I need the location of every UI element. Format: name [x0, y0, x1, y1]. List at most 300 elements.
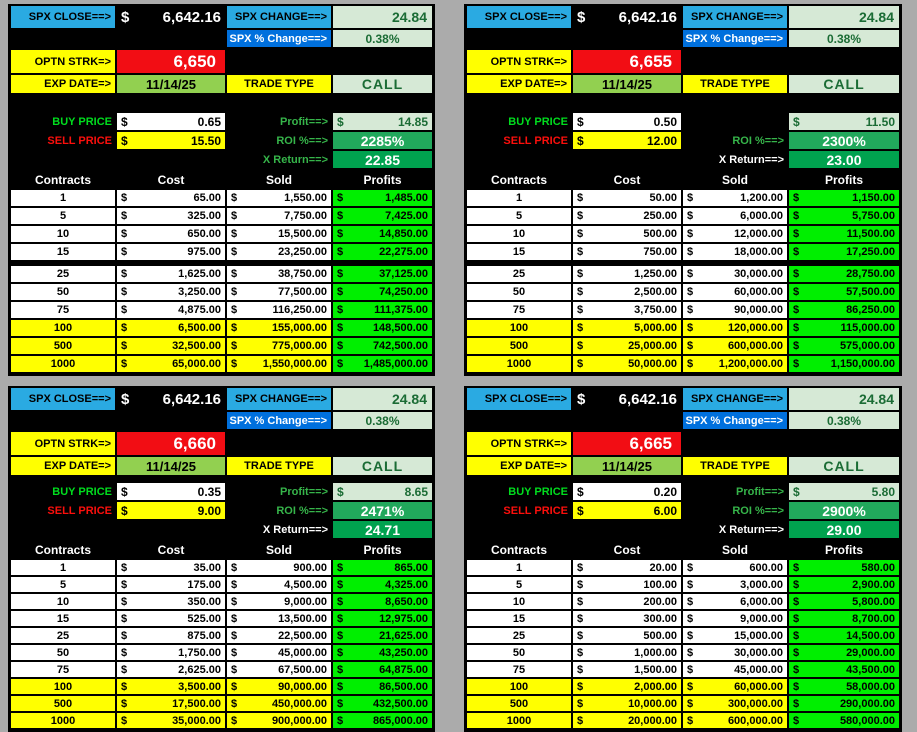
buy-price-input[interactable]: $ 0.50 — [573, 113, 681, 130]
cost-cell: $ 3,250.00 — [117, 284, 225, 300]
cost-cell: $ 300.00 — [573, 611, 681, 626]
spx-pct-change-label: SPX % Change==> — [227, 412, 331, 429]
table-row — [11, 284, 432, 300]
contracts-table — [11, 560, 432, 728]
exp-date-value[interactable]: 11/14/25 — [573, 75, 681, 93]
dollar-sign: $ — [577, 697, 584, 710]
contracts-cell[interactable]: 15 — [467, 611, 571, 626]
sell-price-input[interactable]: $ 9.00 — [117, 502, 225, 519]
profits-cell: $ 37,125.00 — [333, 266, 432, 282]
dollar-sign: $ — [687, 561, 694, 574]
dollar-sign: $ — [231, 629, 238, 642]
option-strike-label: OPTN STRK=> — [467, 432, 571, 455]
table-row — [11, 208, 432, 224]
contracts-cell[interactable]: 75 — [11, 662, 115, 677]
sold-cell: $ 116,250.00 — [227, 302, 331, 318]
profits-cell: $ 148,500.00 — [333, 320, 432, 336]
buy-price-label: BUY PRICE — [508, 115, 568, 128]
profits-cell: $ 865,000.00 — [333, 713, 432, 728]
trade-type-label: TRADE TYPE — [683, 75, 787, 93]
contracts-cell[interactable]: 1 — [467, 560, 571, 575]
dollar-sign: $ — [231, 304, 238, 316]
spx-change-label: SPX CHANGE==> — [683, 388, 787, 410]
contracts-cell[interactable]: 15 — [467, 244, 571, 260]
profits-cell: $ 22,275.00 — [333, 244, 432, 260]
sold-cell: $ 600.00 — [683, 560, 787, 575]
contracts-cell[interactable]: 100 — [11, 679, 115, 694]
sold-cell: $ 18,000.00 — [683, 244, 787, 260]
dollar-sign: $ — [577, 8, 586, 26]
option-strike-label: OPTN STRK=> — [11, 432, 115, 455]
dollar-sign: $ — [577, 322, 584, 334]
dollar-sign: $ — [687, 210, 694, 222]
dollar-sign: $ — [337, 484, 344, 499]
profits-cell: $ 14,500.00 — [789, 628, 899, 643]
sold-cell: $ 90,000.00 — [683, 302, 787, 318]
sold-cell: $ 1,550,000.00 — [227, 356, 331, 372]
empty-cell — [467, 521, 571, 538]
cost-header: Cost — [157, 173, 185, 187]
dollar-sign: $ — [121, 286, 128, 298]
contracts-cell[interactable]: 50 — [11, 284, 115, 300]
dollar-sign: $ — [577, 390, 586, 408]
profits-cell: $ 580.00 — [789, 560, 899, 575]
spx-change-value: 24.84 — [789, 6, 899, 28]
dollar-sign: $ — [687, 304, 694, 316]
sold-cell: $ 77,500.00 — [227, 284, 331, 300]
cost-cell: $ 525.00 — [117, 611, 225, 626]
sell-price-input[interactable]: $ 12.00 — [573, 132, 681, 149]
spx-close-label: SPX CLOSE==> — [467, 388, 571, 410]
empty-cell — [11, 151, 115, 168]
table-row — [467, 713, 899, 728]
profits-cell: $ 1,485.00 — [333, 190, 432, 206]
profit-value: $ 14.85 — [333, 113, 432, 130]
table-row — [467, 226, 899, 242]
dollar-sign: $ — [337, 268, 344, 280]
dollar-sign: $ — [687, 663, 694, 676]
dollar-sign: $ — [687, 629, 694, 642]
empty-cell — [333, 50, 432, 73]
x-return-value: 29.00 — [789, 521, 899, 538]
dollar-sign: $ — [577, 561, 584, 574]
table-row — [11, 320, 432, 336]
profits-cell: $ 43,250.00 — [333, 645, 432, 660]
contracts-header: Contracts — [490, 173, 547, 187]
option-calc-panel-6655 — [464, 4, 902, 376]
table-row — [11, 560, 432, 575]
dollar-sign: $ — [687, 322, 694, 334]
spx-close-label: SPX CLOSE==> — [11, 388, 115, 410]
profits-cell: $ 58,000.00 — [789, 679, 899, 694]
sold-cell: $ 45,000.00 — [227, 645, 331, 660]
dollar-sign: $ — [121, 612, 128, 625]
profits-cell: $ 57,500.00 — [789, 284, 899, 300]
contracts-cell[interactable]: 500 — [467, 696, 571, 711]
dollar-sign: $ — [793, 228, 800, 240]
empty-cell — [467, 151, 571, 168]
profits-header: Profits — [824, 543, 863, 557]
contracts-cell[interactable]: 10 — [11, 594, 115, 609]
profit-label: Profit==> — [280, 485, 328, 498]
dollar-sign: $ — [121, 697, 128, 710]
empty-cell — [573, 521, 681, 538]
empty-cell — [573, 30, 681, 47]
dollar-sign: $ — [121, 390, 130, 408]
empty-cell — [573, 151, 681, 168]
profits-cell: $ 7,425.00 — [333, 208, 432, 224]
exp-date-value[interactable]: 11/14/25 — [117, 457, 225, 475]
dollar-sign: $ — [121, 663, 128, 676]
dollar-sign: $ — [121, 629, 128, 642]
empty-cell — [227, 50, 331, 73]
buy-price-label: BUY PRICE — [508, 485, 568, 498]
profits-cell: $ 115,000.00 — [789, 320, 899, 336]
profits-cell: $ 86,250.00 — [789, 302, 899, 318]
contracts-cell[interactable]: 1 — [11, 190, 115, 206]
profits-cell: $ 742,500.00 — [333, 338, 432, 354]
dollar-sign: $ — [121, 133, 128, 148]
profits-cell: $ 5,750.00 — [789, 208, 899, 224]
table-row — [467, 628, 899, 643]
contracts-cell[interactable]: 10 — [467, 594, 571, 609]
roi-value: 2900% — [789, 502, 899, 519]
table-row — [467, 662, 899, 677]
contracts-cell[interactable]: 15 — [11, 244, 115, 260]
option-strike-label: OPTN STRK=> — [467, 50, 571, 73]
cost-cell: $ 650.00 — [117, 226, 225, 242]
contracts-cell[interactable]: 500 — [11, 338, 115, 354]
spx-pct-change-label: SPX % Change==> — [683, 412, 787, 429]
cost-cell: $ 50,000.00 — [573, 356, 681, 372]
contracts-cell[interactable]: 1000 — [11, 713, 115, 728]
dollar-sign: $ — [337, 114, 344, 129]
dollar-sign: $ — [687, 228, 694, 240]
spx-close-label: SPX CLOSE==> — [11, 6, 115, 28]
spx-close-value[interactable]: $ 6,642.16 — [121, 390, 221, 408]
contracts-cell[interactable]: 100 — [467, 320, 571, 336]
table-row — [11, 190, 432, 206]
exp-date-value[interactable]: 11/14/25 — [573, 457, 681, 475]
contracts-table — [467, 560, 899, 728]
x-return-value: 23.00 — [789, 151, 899, 168]
cost-cell: $ 750.00 — [573, 244, 681, 260]
profits-cell: $ 290,000.00 — [789, 696, 899, 711]
profits-cell: $ 432,500.00 — [333, 696, 432, 711]
dollar-sign: $ — [337, 629, 344, 642]
option-strike-value[interactable]: 6,650 — [117, 50, 225, 73]
contracts-cell[interactable]: 25 — [467, 266, 571, 282]
dollar-sign: $ — [121, 114, 128, 129]
exp-date-label: EXP DATE=> — [467, 75, 571, 93]
contracts-cell[interactable]: 25 — [467, 628, 571, 643]
profits-cell: $ 865.00 — [333, 560, 432, 575]
profits-cell: $ 5,800.00 — [789, 594, 899, 609]
sold-cell: $ 7,750.00 — [227, 208, 331, 224]
dollar-sign: $ — [121, 268, 128, 280]
dollar-sign: $ — [687, 612, 694, 625]
contracts-cell[interactable]: 15 — [11, 611, 115, 626]
dollar-sign: $ — [577, 114, 584, 129]
profits-cell: $ 8,650.00 — [333, 594, 432, 609]
sold-cell: $ 12,000.00 — [683, 226, 787, 242]
contracts-cell[interactable]: 1000 — [467, 713, 571, 728]
sold-cell: $ 38,750.00 — [227, 266, 331, 282]
table-row — [11, 713, 432, 728]
dollar-sign: $ — [687, 286, 694, 298]
empty-cell — [11, 412, 115, 429]
spacer-row — [467, 475, 899, 483]
cost-cell: $ 65,000.00 — [117, 356, 225, 372]
spx-change-value: 24.84 — [789, 388, 899, 410]
trade-type-value[interactable]: CALL — [789, 457, 899, 475]
dollar-sign: $ — [577, 268, 584, 280]
contracts-cell[interactable]: 5 — [11, 577, 115, 592]
sold-cell: $ 22,500.00 — [227, 628, 331, 643]
dollar-sign: $ — [337, 663, 344, 676]
cost-cell: $ 4,875.00 — [117, 302, 225, 318]
dollar-sign: $ — [687, 680, 694, 693]
spx-close-value[interactable]: $ 6,642.16 — [121, 8, 221, 26]
table-row — [11, 662, 432, 677]
contracts-cell[interactable]: 5 — [467, 208, 571, 224]
profits-cell: $ 14,850.00 — [333, 226, 432, 242]
dollar-sign: $ — [793, 246, 800, 258]
table-row — [467, 338, 899, 354]
contracts-cell[interactable]: 50 — [467, 645, 571, 660]
dollar-sign: $ — [337, 680, 344, 693]
spacer-row — [467, 93, 899, 113]
dollar-sign: $ — [337, 595, 344, 608]
sell-price-input[interactable]: $ 15.50 — [117, 132, 225, 149]
dollar-sign: $ — [121, 484, 128, 499]
cost-header: Cost — [613, 543, 641, 557]
sold-cell: $ 60,000.00 — [683, 284, 787, 300]
spx-pct-change-label: SPX % Change==> — [683, 30, 787, 47]
dollar-sign: $ — [121, 714, 128, 727]
dollar-sign: $ — [687, 578, 694, 591]
empty-cell — [789, 432, 899, 455]
contracts-cell[interactable]: 1 — [467, 190, 571, 206]
cost-cell: $ 350.00 — [117, 594, 225, 609]
profits-cell: $ 2,900.00 — [789, 577, 899, 592]
cost-cell: $ 2,500.00 — [573, 284, 681, 300]
table-row — [467, 284, 899, 300]
dollar-sign: $ — [687, 268, 694, 280]
trade-type-label: TRADE TYPE — [683, 457, 787, 475]
cost-cell: $ 5,000.00 — [573, 320, 681, 336]
dollar-sign: $ — [577, 629, 584, 642]
dollar-sign: $ — [121, 228, 128, 240]
spx-close-value[interactable]: $ 6,642.16 — [577, 8, 677, 26]
buy-price-input[interactable]: $ 0.20 — [573, 483, 681, 500]
dollar-sign: $ — [577, 503, 584, 518]
sold-cell: $ 600,000.00 — [683, 338, 787, 354]
contracts-cell[interactable]: 75 — [467, 662, 571, 677]
sold-cell: $ 15,000.00 — [683, 628, 787, 643]
x-return-label: X Return==> — [262, 523, 328, 536]
buy-price-label: BUY PRICE — [52, 115, 112, 128]
dollar-sign: $ — [121, 210, 128, 222]
profit-value: $ 5.80 — [789, 483, 899, 500]
table-row — [467, 594, 899, 609]
exp-date-label: EXP DATE=> — [11, 457, 115, 475]
trade-type-value[interactable]: CALL — [789, 75, 899, 93]
spx-change-label: SPX CHANGE==> — [683, 6, 787, 28]
dollar-sign: $ — [231, 561, 238, 574]
contracts-cell[interactable]: 500 — [467, 338, 571, 354]
dollar-sign: $ — [793, 192, 800, 204]
buy-price-input[interactable]: $ 0.35 — [117, 483, 225, 500]
dollar-sign: $ — [793, 646, 800, 659]
contracts-cell[interactable]: 1000 — [467, 356, 571, 372]
dollar-sign: $ — [793, 629, 800, 642]
empty-cell — [117, 151, 225, 168]
sell-price-label: SELL PRICE — [47, 504, 112, 517]
contracts-cell[interactable]: 75 — [11, 302, 115, 318]
sell-price-input[interactable]: $ 6.00 — [573, 502, 681, 519]
dollar-sign: $ — [793, 578, 800, 591]
x-return-label: X Return==> — [262, 153, 328, 166]
dollar-sign: $ — [121, 304, 128, 316]
roi-label: ROI %==> — [276, 134, 328, 147]
contracts-cell[interactable]: 50 — [467, 284, 571, 300]
sold-cell: $ 300,000.00 — [683, 696, 787, 711]
dollar-sign: $ — [337, 228, 344, 240]
dollar-sign: $ — [793, 114, 800, 129]
dollar-sign: $ — [793, 340, 800, 352]
dollar-sign: $ — [577, 246, 584, 258]
sold-cell: $ 1,200,000.00 — [683, 356, 787, 372]
profits-header: Profits — [824, 173, 863, 187]
profits-cell: $ 1,150,000.00 — [789, 356, 899, 372]
cost-cell: $ 500.00 — [573, 628, 681, 643]
roi-label: ROI %==> — [732, 134, 784, 147]
dollar-sign: $ — [231, 578, 238, 591]
empty-cell — [683, 50, 787, 73]
spx-close-value[interactable]: $ 6,642.16 — [577, 390, 677, 408]
sold-cell: $ 9,000.00 — [683, 611, 787, 626]
cost-cell: $ 17,500.00 — [117, 696, 225, 711]
profits-header: Profits — [363, 543, 402, 557]
sold-cell: $ 6,000.00 — [683, 208, 787, 224]
spacer-row — [11, 475, 432, 483]
table-row — [11, 356, 432, 372]
cost-cell: $ 100.00 — [573, 577, 681, 592]
table-row — [467, 645, 899, 660]
sold-cell: $ 900,000.00 — [227, 713, 331, 728]
cost-cell: $ 65.00 — [117, 190, 225, 206]
dollar-sign: $ — [121, 578, 128, 591]
profit-label: Profit==> — [280, 115, 328, 128]
empty-cell — [117, 30, 225, 47]
cost-cell: $ 10,000.00 — [573, 696, 681, 711]
cost-header: Cost — [613, 173, 641, 187]
contracts-cell[interactable]: 1 — [11, 560, 115, 575]
contracts-cell[interactable]: 5 — [467, 577, 571, 592]
profit-value: $ 11.50 — [789, 113, 899, 130]
table-row — [11, 226, 432, 242]
dollar-sign: $ — [793, 714, 800, 727]
sold-cell: $ 6,000.00 — [683, 594, 787, 609]
dollar-sign: $ — [121, 192, 128, 204]
dollar-sign: $ — [337, 286, 344, 298]
option-strike-value[interactable]: 6,665 — [573, 432, 681, 455]
x-return-label: X Return==> — [718, 523, 784, 536]
cost-cell: $ 325.00 — [117, 208, 225, 224]
contracts-cell[interactable]: 500 — [11, 696, 115, 711]
empty-cell — [467, 412, 571, 429]
contracts-cell[interactable]: 5 — [11, 208, 115, 224]
contracts-cell[interactable]: 10 — [467, 226, 571, 242]
dollar-sign: $ — [793, 697, 800, 710]
dollar-sign: $ — [121, 503, 128, 518]
spx-pct-change-value: 0.38% — [333, 30, 432, 47]
cost-cell: $ 3,500.00 — [117, 679, 225, 694]
sold-cell: $ 30,000.00 — [683, 266, 787, 282]
sold-cell: $ 30,000.00 — [683, 645, 787, 660]
buy-price-input[interactable]: $ 0.65 — [117, 113, 225, 130]
x-return-label: X Return==> — [718, 153, 784, 166]
dollar-sign: $ — [793, 612, 800, 625]
contracts-cell[interactable]: 25 — [11, 628, 115, 643]
contracts-cell[interactable]: 50 — [11, 645, 115, 660]
dollar-sign: $ — [793, 210, 800, 222]
option-calc-panel-6665 — [464, 386, 902, 732]
contracts-cell[interactable]: 100 — [11, 320, 115, 336]
contracts-cell[interactable]: 1000 — [11, 356, 115, 372]
cost-cell: $ 32,500.00 — [117, 338, 225, 354]
contracts-cell[interactable]: 75 — [467, 302, 571, 318]
buy-price-label: BUY PRICE — [52, 485, 112, 498]
table-row — [467, 320, 899, 336]
contracts-cell[interactable]: 10 — [11, 226, 115, 242]
dollar-sign: $ — [337, 304, 344, 316]
option-strike-value[interactable]: 6,655 — [573, 50, 681, 73]
exp-date-label: EXP DATE=> — [11, 75, 115, 93]
profits-cell: $ 575,000.00 — [789, 338, 899, 354]
option-strike-value[interactable]: 6,660 — [117, 432, 225, 455]
cost-cell: $ 1,500.00 — [573, 662, 681, 677]
cost-cell: $ 175.00 — [117, 577, 225, 592]
empty-cell — [789, 50, 899, 73]
dollar-sign: $ — [231, 358, 238, 370]
dollar-sign: $ — [337, 561, 344, 574]
exp-date-value[interactable]: 11/14/25 — [117, 75, 225, 93]
sold-header: Sold — [266, 173, 292, 187]
contracts-cell[interactable]: 25 — [11, 266, 115, 282]
sold-header: Sold — [722, 173, 748, 187]
profits-cell: $ 86,500.00 — [333, 679, 432, 694]
trade-type-value[interactable]: CALL — [333, 75, 432, 93]
trade-type-value[interactable]: CALL — [333, 457, 432, 475]
empty-cell — [117, 412, 225, 429]
dollar-sign: $ — [577, 210, 584, 222]
dollar-sign: $ — [337, 358, 344, 370]
table-row — [467, 577, 899, 592]
cost-cell: $ 250.00 — [573, 208, 681, 224]
dollar-sign: $ — [793, 561, 800, 574]
profits-cell: $ 28,750.00 — [789, 266, 899, 282]
spx-close-label: SPX CLOSE==> — [467, 6, 571, 28]
table-row — [467, 266, 899, 282]
dollar-sign: $ — [231, 246, 238, 258]
spx-pct-change-value: 0.38% — [789, 412, 899, 429]
empty-cell — [683, 432, 787, 455]
contracts-cell[interactable]: 100 — [467, 679, 571, 694]
profits-cell: $ 580,000.00 — [789, 713, 899, 728]
profits-cell: $ 43,500.00 — [789, 662, 899, 677]
